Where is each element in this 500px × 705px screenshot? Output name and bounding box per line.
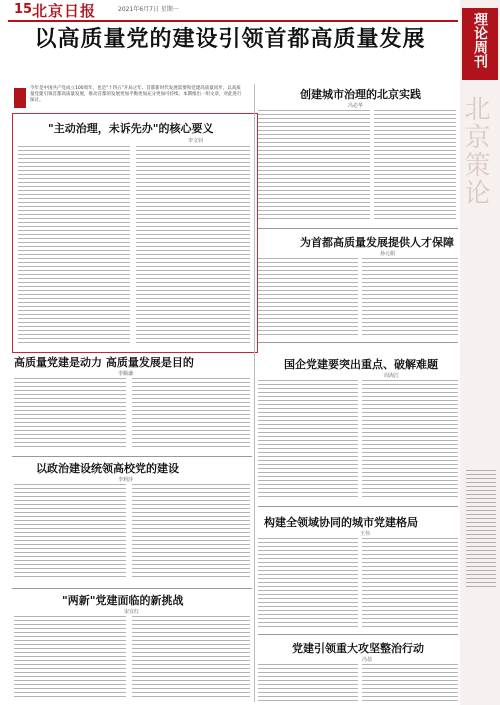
sidebar-credits-text (466, 470, 496, 590)
article-author: 孙元娟 (380, 251, 396, 257)
article-body (258, 380, 358, 500)
masthead-logo: 北京日报 (32, 2, 97, 20)
article-title: 党建引领重大攻坚整治行动 (292, 642, 424, 655)
main-headline: 以高质量党的建设引领首都高质量发展 (34, 26, 426, 52)
section-badge-label: 理论周刊 (472, 12, 488, 68)
article-body (136, 146, 250, 346)
divider (258, 506, 458, 507)
issue-info: 2021年6月7日 星期一 (118, 6, 179, 13)
article-title: "两新"党建面临的新挑战 (62, 594, 184, 607)
article-body (14, 378, 126, 450)
article-body (18, 146, 130, 346)
article-body (258, 538, 358, 628)
article-body (362, 664, 458, 702)
lead-tag (14, 88, 26, 108)
lead-text: 今年是中国共产党成立100周年，也是"十四五"开局之年。首都新时代发展需要和党建高质量同步，以高质量党建引领首都高质量发展，推动首都的发展更加平衡更加充分更加可持续。本期推出一组文章，对此进行探讨。 (30, 86, 242, 103)
article-title: 为首都高质量发展提供人才保障 (300, 236, 454, 249)
article-title: 国企党建要突出重点、破解难题 (284, 358, 438, 371)
column-name: 北京策论 (460, 95, 490, 207)
divider (12, 588, 252, 589)
article-title: "主动治理，未诉先办"的核心要义 (48, 122, 214, 135)
article-body (132, 484, 250, 580)
article-author: 宋宜红 (124, 609, 140, 615)
article-title: 创建城市治理的北京实践 (300, 88, 421, 101)
divider (258, 228, 458, 229)
article-author: 李顺谦 (118, 371, 134, 377)
article-body (258, 664, 358, 702)
article-body (132, 378, 250, 450)
article-body (362, 258, 458, 338)
article-body (374, 110, 456, 220)
article-body (132, 616, 250, 700)
article-author: 李文钊 (188, 138, 204, 144)
article-body (258, 110, 370, 220)
article-body (258, 258, 358, 338)
article-body (14, 484, 126, 580)
divider (12, 456, 252, 457)
page-number: 15 (14, 2, 33, 17)
article-title: 高质量党建是动力 高质量发展是目的 (14, 356, 194, 369)
column-separator (254, 84, 255, 702)
article-body (14, 616, 126, 700)
article-title: 构建全领域协同的城市党建格局 (264, 516, 418, 529)
article-author: 冯蓓 (362, 657, 373, 663)
article-author: 王伟 (360, 531, 371, 537)
article-body (362, 380, 458, 500)
article-author: 冯必华 (348, 103, 364, 109)
article-author: 李莉莎 (118, 477, 134, 483)
article-title: 以政治建设统领高校党的建设 (36, 462, 179, 475)
section-badge (462, 8, 498, 80)
article-author: 周海江 (384, 373, 400, 379)
article-body (362, 538, 458, 628)
divider (258, 634, 458, 635)
divider (258, 342, 458, 343)
